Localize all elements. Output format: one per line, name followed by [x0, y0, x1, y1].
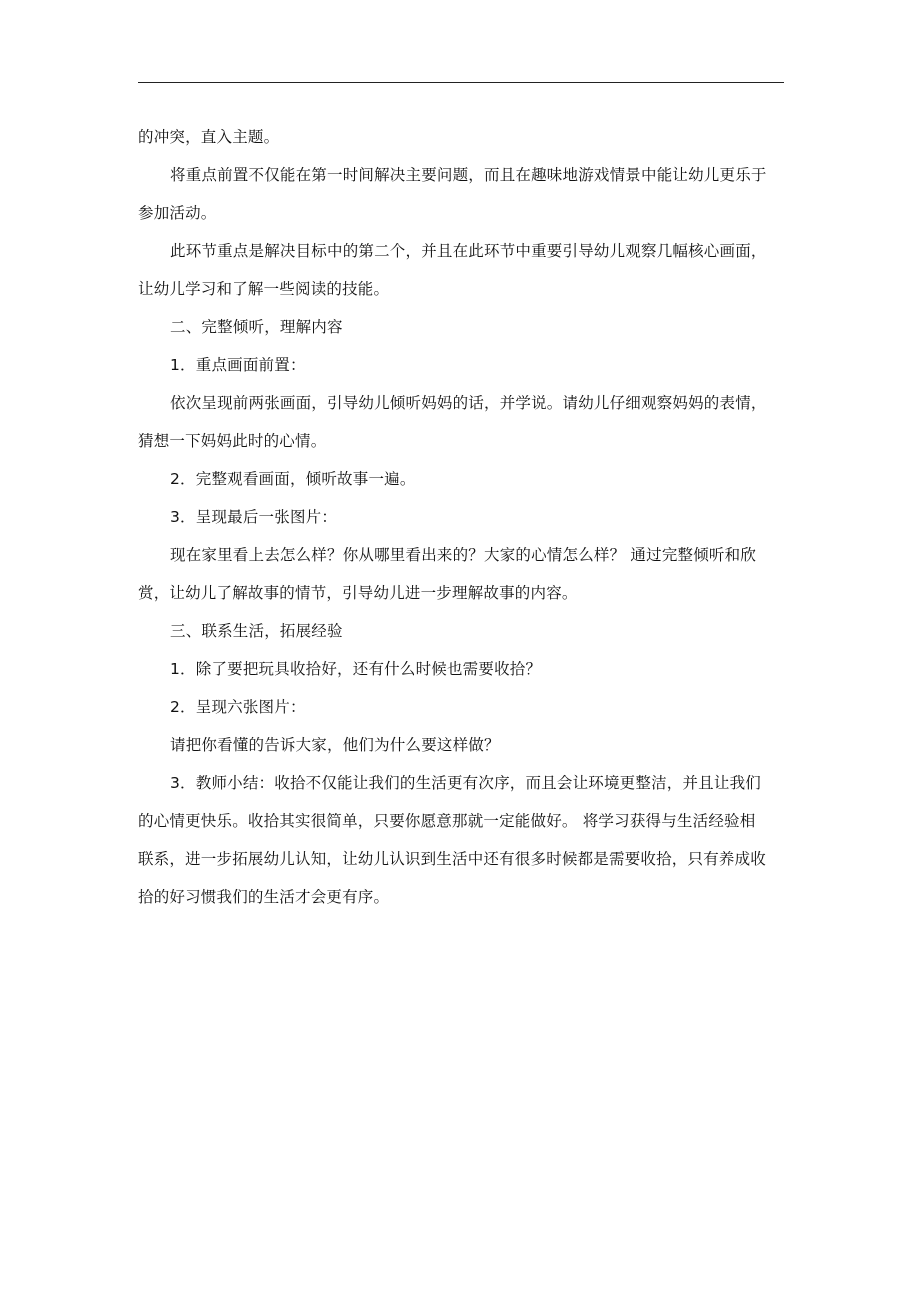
- text-line: 让幼儿学习和了解一些阅读的技能。: [138, 280, 390, 298]
- section-heading: 三、联系生活，拓展经验: [170, 622, 343, 640]
- document-body: [138, 118, 784, 916]
- text-line: 此环节重点是解决目标中的第二个，并且在此环节中重要引导幼儿观察几幅核心画面，: [170, 242, 767, 260]
- list-item: 3．呈现最后一张图片：: [170, 508, 338, 526]
- text-line: 现在家里看上去怎么样？你从哪里看出来的？大家的心情怎么样？ 通过完整倾听和欣: [170, 546, 757, 564]
- list-item: 3．教师小结：收拾不仅能让我们的生活更有次序，而且会让环境更整洁，并且让我们: [170, 774, 761, 792]
- text-line: 参加活动。: [138, 204, 217, 222]
- text-line: 赏，让幼儿了解故事的情节，引导幼儿进一步理解故事的内容。: [138, 584, 578, 602]
- text-line: 拾的好习惯我们的生活才会更有序。: [138, 888, 390, 906]
- list-item: 2．呈现六张图片：: [170, 698, 306, 716]
- text-line: 请把你看懂的告诉大家，他们为什么要这样做？: [170, 736, 500, 754]
- list-item: 1．除了要把玩具收拾好，还有什么时候也需要收拾？: [170, 660, 542, 678]
- text-line: 依次呈现前两张画面，引导幼儿倾听妈妈的话，并学说。请幼儿仔细观察妈妈的表情，: [170, 394, 767, 412]
- section-heading: 二、完整倾听，理解内容: [170, 318, 343, 336]
- list-item: 2．完整观看画面，倾听故事一遍。: [170, 470, 416, 488]
- text-line: 的冲突，直入主题。: [138, 128, 280, 146]
- header-rule: [138, 82, 784, 83]
- text-line: 将重点前置不仅能在第一时间解决主要问题，而且在趣味地游戏情景中能让幼儿更乐于: [170, 166, 767, 184]
- list-item: 1．重点画面前置：: [170, 356, 306, 374]
- text-line: 的心情更快乐。收拾其实很简单，只要你愿意那就一定能做好。 将学习获得与生活经验相: [138, 812, 756, 830]
- text-line: 猜想一下妈妈此时的心情。: [138, 432, 327, 450]
- text-line: 联系，进一步拓展幼儿认知，让幼儿认识到生活中还有很多时候都是需要收拾，只有养成收: [138, 850, 767, 868]
